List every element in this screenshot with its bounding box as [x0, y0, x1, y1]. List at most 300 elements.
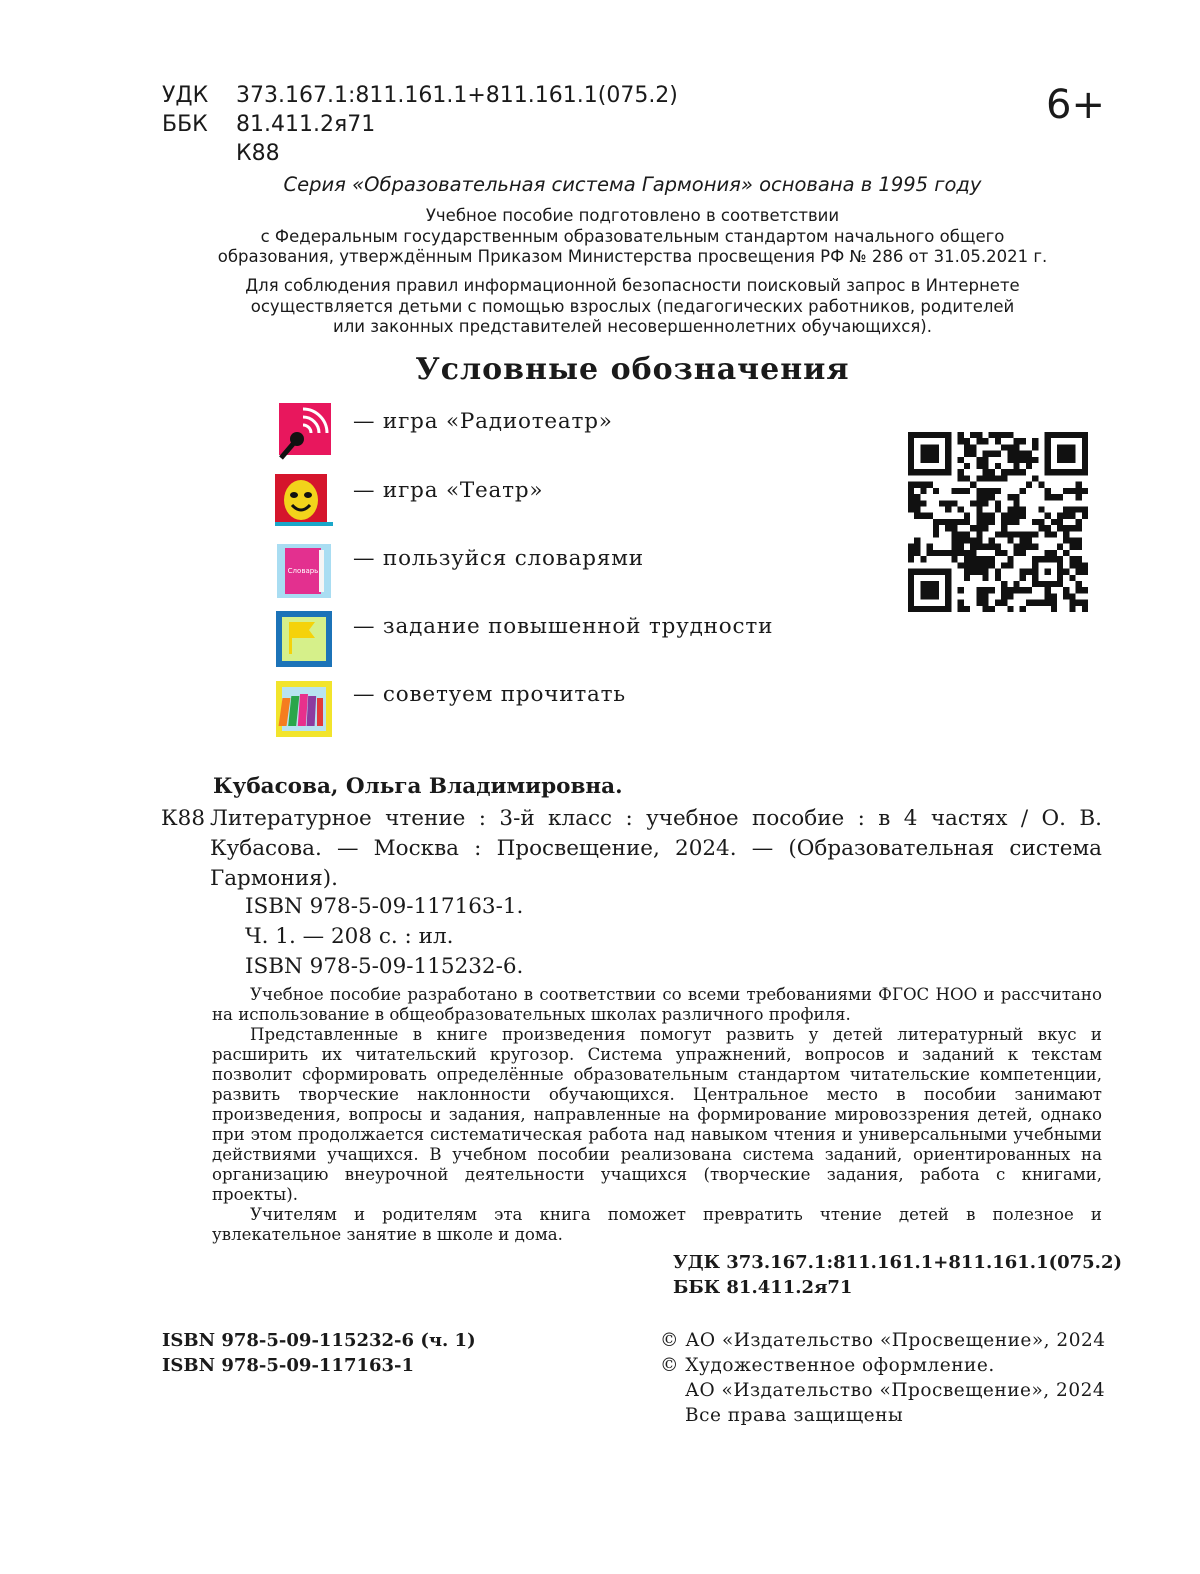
theatre-mask-icon: [275, 474, 333, 532]
qr-module: [1045, 444, 1051, 450]
qr-module: [1045, 438, 1051, 444]
qr-module: [1063, 488, 1069, 494]
qr-module: [958, 432, 964, 438]
qr-module: [914, 469, 920, 475]
legend-text: — игра «Театр»: [353, 478, 544, 503]
qr-module: [1007, 538, 1013, 544]
qr-module: [939, 606, 945, 612]
qr-module: [964, 569, 970, 575]
qr-module: [1076, 581, 1082, 587]
qr-module: [1045, 469, 1051, 475]
qr-module: [1007, 562, 1013, 568]
qr-module: [964, 451, 970, 457]
qr-code[interactable]: [908, 432, 1088, 612]
qr-module: [914, 513, 920, 519]
safety-note-line: Для соблюдения правил информационной безопасности поисковый запрос в Интернете: [245, 276, 1020, 295]
qr-module: [1057, 519, 1063, 525]
qr-module: [989, 469, 995, 475]
qr-module: [939, 519, 945, 525]
qr-module: [933, 531, 939, 537]
qr-module: [914, 550, 920, 556]
qr-module: [964, 444, 970, 450]
qr-module: [1038, 519, 1044, 525]
qr-module: [1082, 569, 1088, 575]
qr-module: [1069, 513, 1075, 519]
qr-module: [1032, 531, 1038, 537]
qr-module: [1026, 569, 1032, 575]
qr-module: [1063, 457, 1069, 463]
qr-module: [976, 475, 982, 481]
qr-module: [1057, 569, 1063, 575]
copyright-design: © Художественное оформление.: [660, 1355, 995, 1376]
standard-note: [170, 206, 1095, 268]
qr-module: [1045, 556, 1051, 562]
qr-module: [1082, 587, 1088, 593]
qr-module: [908, 482, 914, 488]
qr-module: [964, 438, 970, 444]
qr-module: [945, 569, 951, 575]
qr-module: [927, 513, 933, 519]
qr-module: [914, 569, 920, 575]
qr-module: [976, 506, 982, 512]
qr-module: [914, 494, 920, 500]
qr-module: [958, 531, 964, 537]
qr-module: [908, 544, 914, 550]
qr-module: [1069, 556, 1075, 562]
author-code: К88: [236, 141, 280, 166]
qr-module: [989, 451, 995, 457]
qr-module: [970, 482, 976, 488]
qr-module: [964, 475, 970, 481]
qr-module: [982, 556, 988, 562]
qr-module: [951, 556, 957, 562]
qr-module: [908, 432, 914, 438]
qr-module: [982, 569, 988, 575]
qr-module: [995, 463, 1001, 469]
bib-code: К88: [161, 806, 205, 831]
qr-module: [1082, 600, 1088, 606]
qr-module: [982, 463, 988, 469]
qr-module: [920, 482, 926, 488]
qr-module: [908, 500, 914, 506]
qr-module: [914, 432, 920, 438]
qr-module: [1014, 519, 1020, 525]
qr-module: [1063, 538, 1069, 544]
qr-module: [958, 600, 964, 606]
qr-module: [1014, 438, 1020, 444]
qr-module: [1076, 482, 1082, 488]
qr-module: [1014, 494, 1020, 500]
qr-module: [1045, 513, 1051, 519]
qr-module: [927, 587, 933, 593]
qr-module: [958, 606, 964, 612]
qr-module: [1020, 575, 1026, 581]
qr-module: [945, 587, 951, 593]
qr-module: [1045, 488, 1051, 494]
qr-module: [945, 575, 951, 581]
qr-module: [1038, 600, 1044, 606]
qr-module: [951, 525, 957, 531]
qr-module: [976, 562, 982, 568]
qr-module: [1020, 569, 1026, 575]
qr-module: [1001, 475, 1007, 481]
qr-module: [982, 488, 988, 494]
qr-module: [1038, 482, 1044, 488]
qr-module: [1026, 600, 1032, 606]
qr-module: [1007, 506, 1013, 512]
qr-module: [970, 538, 976, 544]
qr-module: [970, 432, 976, 438]
qr-module: [1069, 600, 1075, 606]
qr-module: [914, 500, 920, 506]
qr-module: [1076, 562, 1082, 568]
qr-module: [964, 531, 970, 537]
qr-module: [1082, 562, 1088, 568]
qr-module: [964, 538, 970, 544]
qr-module: [1082, 432, 1088, 438]
qr-module: [945, 606, 951, 612]
footer-isbn-set: ISBN 978-5-09-117163-1: [162, 1355, 415, 1376]
qr-module: [908, 606, 914, 612]
qr-module: [1026, 531, 1032, 537]
qr-module: [982, 593, 988, 599]
qr-module: [927, 544, 933, 550]
qr-module: [1045, 600, 1051, 606]
qr-module: [1045, 432, 1051, 438]
qr-module: [1082, 438, 1088, 444]
qr-module: [1051, 494, 1057, 500]
copyright-publisher: © АО «Издательство «Просвещение», 2024: [660, 1330, 1106, 1351]
qr-module: [982, 451, 988, 457]
qr-module: [1076, 538, 1082, 544]
qr-module: [964, 519, 970, 525]
qr-module: [1057, 513, 1063, 519]
qr-module: [976, 600, 982, 606]
qr-module: [1076, 519, 1082, 525]
qr-module: [1063, 569, 1069, 575]
qr-module: [1014, 469, 1020, 475]
qr-module: [933, 550, 939, 556]
qr-module: [1082, 463, 1088, 469]
qr-module: [976, 488, 982, 494]
qr-module: [1032, 562, 1038, 568]
qr-module: [1063, 587, 1069, 593]
qr-module: [933, 457, 939, 463]
qr-module: [1032, 438, 1038, 444]
qr-module: [1020, 513, 1026, 519]
qr-module: [939, 550, 945, 556]
qr-module: [920, 581, 926, 587]
qr-module: [951, 500, 957, 506]
qr-module: [1007, 513, 1013, 519]
qr-module: [1007, 531, 1013, 537]
qr-module: [1057, 581, 1063, 587]
qr-module: [995, 451, 1001, 457]
safety-note-line: или законных представителей несовершеннолетних обучающихся).: [333, 317, 932, 336]
qr-module: [1045, 463, 1051, 469]
qr-module: [1014, 531, 1020, 537]
qr-module: [908, 600, 914, 606]
qr-module: [1026, 587, 1032, 593]
qr-module: [1001, 525, 1007, 531]
qr-module: [1051, 432, 1057, 438]
qr-module: [1051, 600, 1057, 606]
bbk-value: 81.411.2я71: [236, 112, 376, 137]
qr-module: [927, 550, 933, 556]
qr-module: [908, 593, 914, 599]
age-rating: 6+: [1046, 82, 1105, 128]
qr-module: [1069, 544, 1075, 550]
qr-module: [1057, 469, 1063, 475]
qr-module: [1051, 606, 1057, 612]
qr-module: [1020, 469, 1026, 475]
qr-module: [1045, 581, 1051, 587]
qr-module: [1026, 544, 1032, 550]
qr-module: [1020, 451, 1026, 457]
qr-module: [1076, 506, 1082, 512]
qr-module: [1001, 581, 1007, 587]
qr-module: [970, 550, 976, 556]
qr-module: [1082, 488, 1088, 494]
qr-module: [970, 444, 976, 450]
qr-module: [1014, 500, 1020, 506]
qr-module: [976, 500, 982, 506]
qr-module: [1014, 581, 1020, 587]
qr-module: [982, 600, 988, 606]
qr-module: [982, 475, 988, 481]
qr-module: [920, 488, 926, 494]
qr-module: [1032, 444, 1038, 450]
qr-module: [1082, 606, 1088, 612]
qr-module: [995, 531, 1001, 537]
qr-module: [1063, 506, 1069, 512]
qr-module: [995, 550, 1001, 556]
qr-module: [1007, 432, 1013, 438]
qr-module: [964, 556, 970, 562]
qr-module: [927, 444, 933, 450]
qr-module: [958, 475, 964, 481]
qr-module: [908, 463, 914, 469]
author-code-row: [162, 140, 280, 168]
qr-module: [914, 482, 920, 488]
qr-module: [976, 525, 982, 531]
qr-module: [995, 500, 1001, 506]
qr-module: [982, 606, 988, 612]
qr-module: [1063, 451, 1069, 457]
author-name: Кубасова, Ольга Владимировна.: [213, 774, 623, 799]
radio-theatre-icon: [275, 403, 333, 461]
qr-module: [1057, 432, 1063, 438]
qr-module: [1038, 556, 1044, 562]
qr-module: [976, 457, 982, 463]
qr-module: [1076, 469, 1082, 475]
qr-module: [1032, 569, 1038, 575]
qr-module: [933, 593, 939, 599]
qr-module: [1082, 451, 1088, 457]
qr-module: [945, 519, 951, 525]
qr-module: [1051, 550, 1057, 556]
footer-udk: УДК 373.167.1:811.161.1+811.161.1(075.2): [673, 1252, 1122, 1273]
qr-module: [1076, 488, 1082, 494]
qr-module: [1038, 506, 1044, 512]
qr-module: [995, 488, 1001, 494]
qr-module: [945, 581, 951, 587]
qr-module: [945, 432, 951, 438]
qr-module: [1069, 506, 1075, 512]
qr-module: [1063, 432, 1069, 438]
qr-module: [982, 438, 988, 444]
abstract-paragraph: Учебное пособие разработано в соответствии со всеми требованиями ФГОС НОО и рассчитано на использование в общеобразовательных школах различного профиля.: [212, 985, 1102, 1024]
qr-module: [958, 550, 964, 556]
qr-module: [1007, 519, 1013, 525]
qr-module: [945, 438, 951, 444]
qr-module: [995, 432, 1001, 438]
qr-module: [1045, 494, 1051, 500]
qr-module: [1069, 457, 1075, 463]
qr-module: [1007, 451, 1013, 457]
qr-module: [1069, 593, 1075, 599]
qr-module: [964, 550, 970, 556]
qr-module: [958, 544, 964, 550]
qr-module: [914, 606, 920, 612]
footer-bbk: ББК 81.411.2я71: [673, 1277, 853, 1298]
qr-module: [976, 556, 982, 562]
qr-module: [1020, 531, 1026, 537]
qr-module: [945, 525, 951, 531]
safety-note: [170, 276, 1095, 338]
isbn-part: ISBN 978-5-09-115232-6.: [245, 954, 524, 979]
qr-module: [1057, 457, 1063, 463]
qr-module: [958, 562, 964, 568]
qr-module: [908, 444, 914, 450]
qr-module: [1007, 593, 1013, 599]
qr-module: [976, 513, 982, 519]
books-icon: [275, 680, 333, 738]
qr-module: [1007, 556, 1013, 562]
qr-module: [1045, 550, 1051, 556]
qr-module: [982, 469, 988, 475]
qr-module: [951, 531, 957, 537]
qr-module: [951, 538, 957, 544]
qr-module: [995, 506, 1001, 512]
qr-module: [1063, 593, 1069, 599]
qr-module: [908, 581, 914, 587]
qr-module: [933, 432, 939, 438]
qr-module: [1057, 451, 1063, 457]
qr-module: [1026, 451, 1032, 457]
qr-module: [914, 544, 920, 550]
qr-module: [970, 525, 976, 531]
qr-module: [1063, 525, 1069, 531]
dictionary-icon: [275, 542, 333, 600]
qr-module: [976, 593, 982, 599]
qr-module: [1082, 457, 1088, 463]
qr-module: [1076, 556, 1082, 562]
qr-module: [1076, 525, 1082, 531]
qr-module: [1014, 506, 1020, 512]
qr-module: [1057, 525, 1063, 531]
qr-module: [933, 525, 939, 531]
qr-module: [933, 488, 939, 494]
qr-module: [927, 451, 933, 457]
qr-module: [1020, 488, 1026, 494]
qr-module: [1032, 575, 1038, 581]
qr-module: [908, 587, 914, 593]
qr-module: [982, 500, 988, 506]
qr-module: [995, 600, 1001, 606]
abstract: [212, 985, 1102, 1245]
udk-label: УДК: [162, 83, 209, 108]
qr-module: [1001, 562, 1007, 568]
qr-module: [1001, 593, 1007, 599]
qr-module: [982, 519, 988, 525]
qr-module: [920, 432, 926, 438]
qr-module: [1014, 513, 1020, 519]
qr-module: [982, 575, 988, 581]
qr-module: [927, 569, 933, 575]
qr-module: [989, 556, 995, 562]
qr-module: [970, 569, 976, 575]
qr-module: [976, 519, 982, 525]
qr-module: [1007, 444, 1013, 450]
qr-module: [927, 482, 933, 488]
qr-module: [908, 506, 914, 512]
qr-module: [1014, 550, 1020, 556]
qr-module: [970, 544, 976, 550]
bbk-row: [162, 111, 375, 139]
qr-module: [989, 494, 995, 500]
qr-module: [1038, 525, 1044, 531]
qr-module: [945, 469, 951, 475]
qr-module: [945, 463, 951, 469]
qr-module: [976, 538, 982, 544]
qr-module: [995, 544, 1001, 550]
qr-module: [1069, 488, 1075, 494]
qr-module: [1020, 457, 1026, 463]
udk-row: [162, 82, 678, 110]
qr-module: [1063, 531, 1069, 537]
qr-module: [1045, 569, 1051, 575]
qr-module: [1063, 550, 1069, 556]
qr-module: [945, 451, 951, 457]
qr-module: [920, 469, 926, 475]
qr-module: [933, 581, 939, 587]
isbn-set: ISBN 978-5-09-117163-1.: [245, 894, 524, 919]
qr-module: [1063, 469, 1069, 475]
qr-module: [933, 444, 939, 450]
qr-module: [982, 457, 988, 463]
qr-module: [964, 562, 970, 568]
qr-module: [1001, 550, 1007, 556]
qr-module: [1082, 506, 1088, 512]
legend-text: — пользуйся словарями: [353, 546, 644, 571]
qr-module: [1007, 606, 1013, 612]
qr-module: [964, 575, 970, 581]
qr-module: [951, 544, 957, 550]
part-info: Ч. 1. — 208 с. : ил.: [245, 924, 454, 949]
safety-note-line: осуществляется детьми с помощью взрослых (педагогических работников, родителей: [250, 296, 1015, 316]
qr-module: [1020, 506, 1026, 512]
qr-module: [1007, 457, 1013, 463]
qr-module: [945, 550, 951, 556]
qr-module: [927, 432, 933, 438]
bib-description: Литературное чтение : 3-й класс : учебное пособие : в 4 частях / О. В. Кубасова. — Москва : Просвещение, 2024. — (Образовательная система Гармония).: [210, 806, 1102, 891]
qr-module: [1051, 469, 1057, 475]
qr-module: [976, 463, 982, 469]
qr-module: [958, 438, 964, 444]
qr-module: [1082, 444, 1088, 450]
qr-module: [1076, 600, 1082, 606]
